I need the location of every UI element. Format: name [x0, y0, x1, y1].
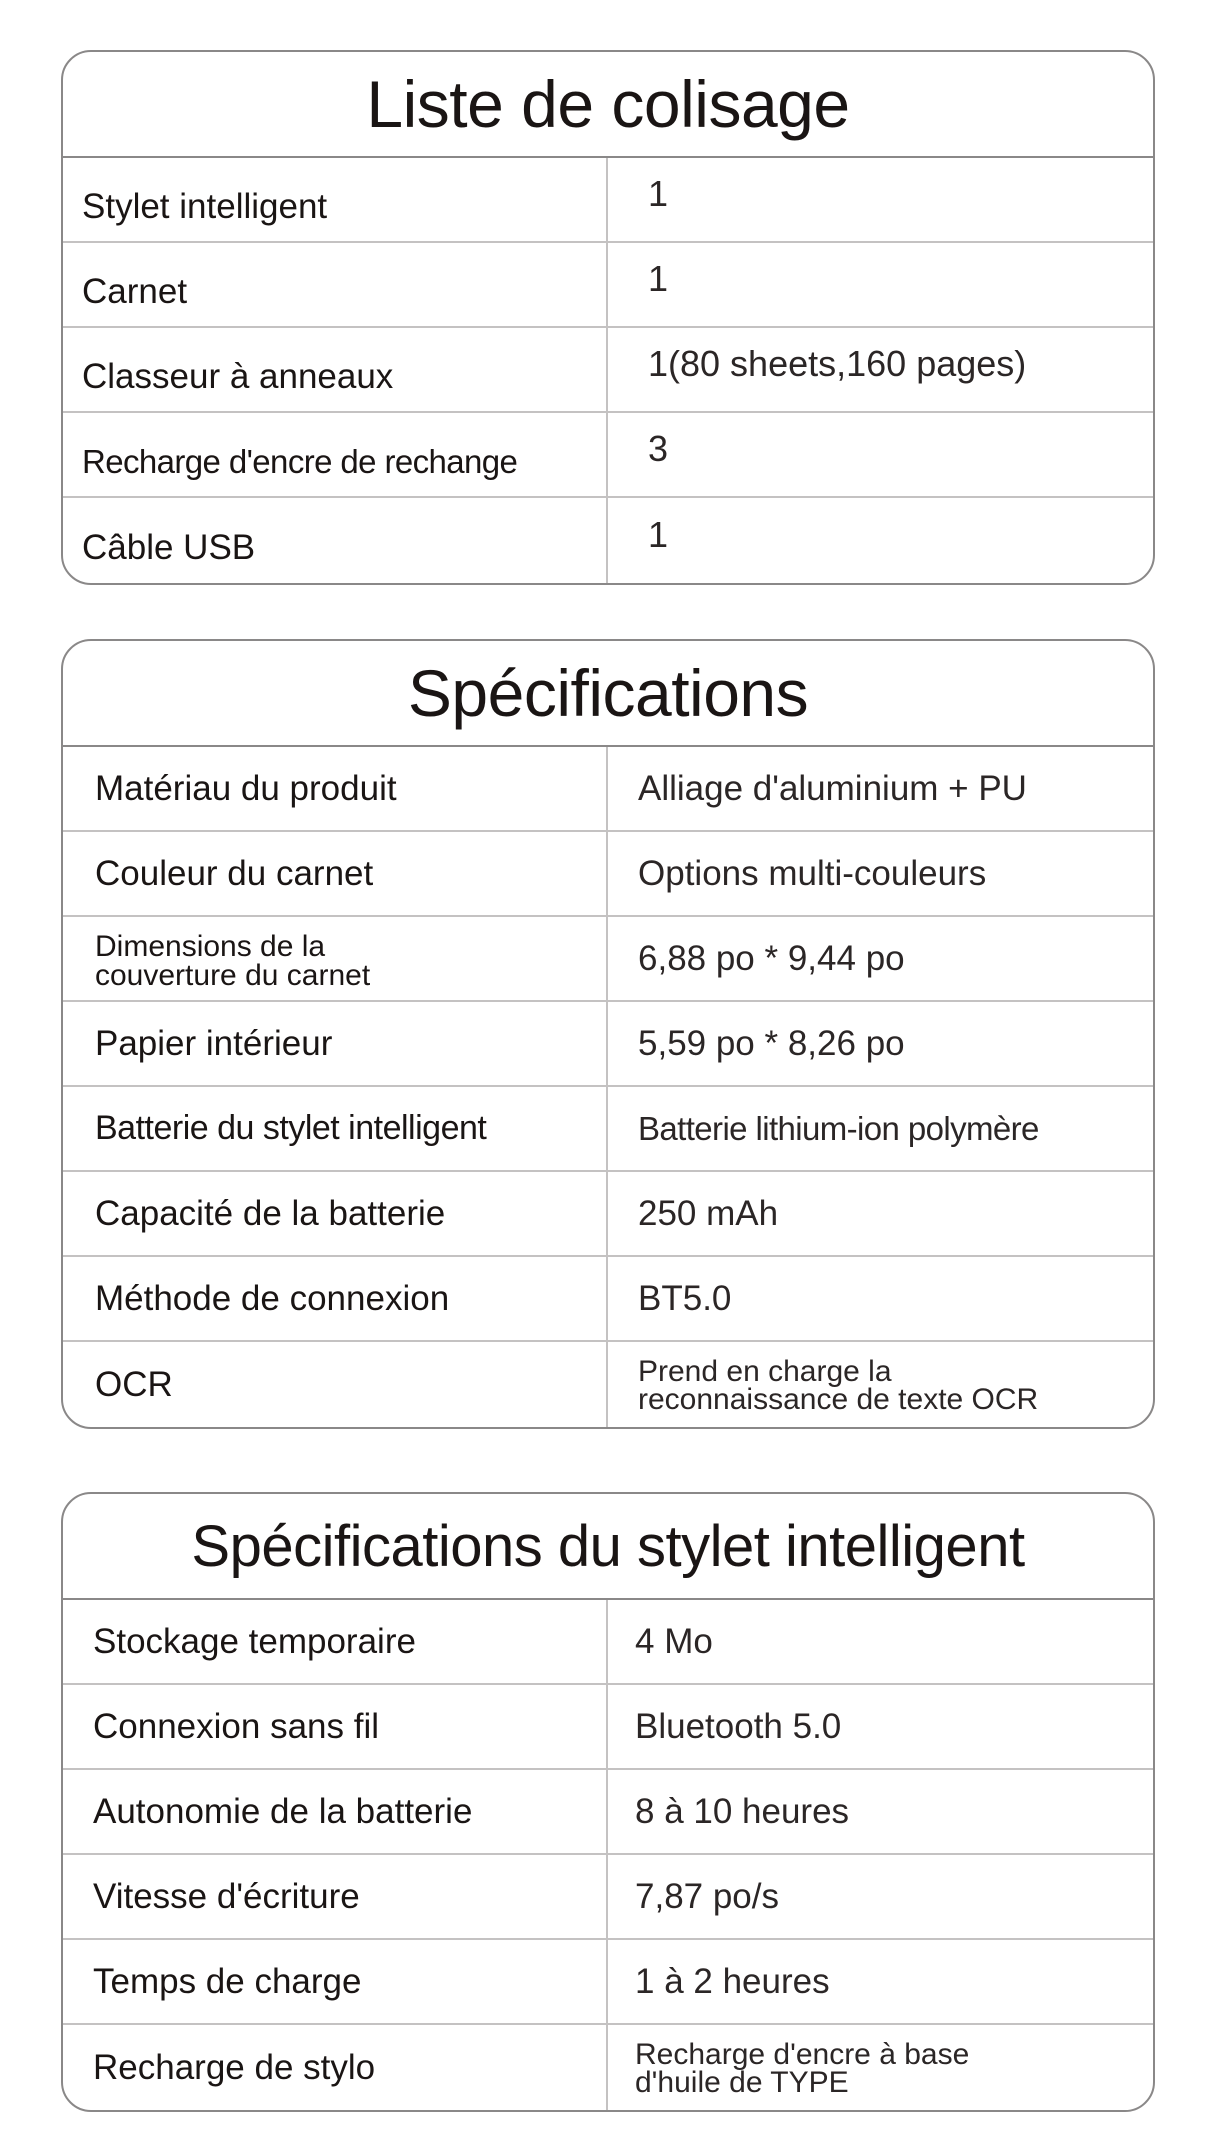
- row-value: 6,88 po * 9,44 po: [638, 938, 905, 978]
- row-label: Carnet: [63, 243, 608, 326]
- row-value: 250 mAh: [638, 1193, 779, 1233]
- row-value: 4 Mo: [635, 1621, 713, 1661]
- packing-list-title: Liste de colisage: [63, 52, 1153, 158]
- row-label: Papier intérieur: [63, 1002, 608, 1085]
- row-label: Vitesse d'écriture: [63, 1855, 608, 1938]
- row-value: 3: [648, 427, 669, 469]
- row-label: Recharge d'encre de rechange: [63, 413, 608, 496]
- row-value: BT5.0: [638, 1278, 732, 1318]
- specifications-title: Spécifications: [63, 641, 1153, 747]
- table-row: [63, 1257, 1153, 1342]
- row-label: Recharge de stylo: [63, 2025, 608, 2110]
- row-value: 1(80 sheets,160 pages): [648, 342, 1027, 384]
- row-label: OCR: [63, 1342, 608, 1427]
- table-row: [63, 413, 1153, 498]
- table-row: [63, 243, 1153, 328]
- table-row: [63, 1940, 1153, 2025]
- row-value: 8 à 10 heures: [635, 1791, 850, 1831]
- row-value: 1: [648, 172, 669, 214]
- row-label-line: couverture du carnet: [95, 958, 371, 992]
- table-row: [63, 498, 1153, 583]
- table-row: [63, 158, 1153, 243]
- row-label: [63, 917, 608, 1000]
- table-row: [63, 1342, 1153, 1427]
- pen-specifications-table: [61, 1492, 1155, 2112]
- row-value: [608, 2025, 1153, 2110]
- row-label: Capacité de la batterie: [63, 1172, 608, 1255]
- table-row: [63, 1087, 1153, 1172]
- row-value: Alliage d'aluminium + PU: [638, 768, 1027, 808]
- table-row: [63, 1685, 1153, 1770]
- row-label: Méthode de connexion: [63, 1257, 608, 1340]
- row-value: Options multi-couleurs: [638, 853, 987, 893]
- row-label: Connexion sans fil: [63, 1685, 608, 1768]
- packing-list-table: [61, 50, 1155, 585]
- row-value: 1: [648, 257, 669, 299]
- table-row: [63, 747, 1153, 832]
- row-label: Classeur à anneaux: [63, 328, 608, 411]
- row-label: Câble USB: [63, 498, 608, 583]
- table-row: [63, 832, 1153, 917]
- row-value: [608, 1342, 1153, 1427]
- row-label: Stockage temporaire: [63, 1600, 608, 1683]
- table-row: [63, 1172, 1153, 1257]
- row-label: Matériau du produit: [63, 747, 608, 830]
- table-row: [63, 917, 1153, 1002]
- row-value-line: reconnaissance de texte OCR: [638, 1382, 1039, 1416]
- table-row: [63, 2025, 1153, 2110]
- row-value-line: d'huile de TYPE: [635, 2065, 849, 2099]
- table-row: [63, 328, 1153, 413]
- row-value: 5,59 po * 8,26 po: [638, 1023, 905, 1063]
- row-label: Temps de charge: [63, 1940, 608, 2023]
- table-row: [63, 1770, 1153, 1855]
- row-value-line: Recharge d'encre à base: [635, 2037, 970, 2071]
- table-row: [63, 1600, 1153, 1685]
- row-label: Batterie du stylet intelligent: [63, 1087, 608, 1170]
- row-value: 1 à 2 heures: [635, 1961, 830, 2001]
- row-label: Couleur du carnet: [63, 832, 608, 915]
- row-value-line: Prend en charge la: [638, 1354, 892, 1388]
- table-row: [63, 1855, 1153, 1940]
- row-value: 1: [648, 513, 669, 555]
- row-label-line: Dimensions de la: [95, 929, 326, 963]
- row-label: Stylet intelligent: [63, 158, 608, 241]
- pen-specifications-title: Spécifications du stylet intelligent: [63, 1494, 1153, 1600]
- specifications-table: [61, 639, 1155, 1429]
- row-label: Autonomie de la batterie: [63, 1770, 608, 1853]
- row-value: 7,87 po/s: [635, 1876, 779, 1916]
- row-value: Bluetooth 5.0: [635, 1706, 842, 1746]
- row-value: Batterie lithium-ion polymère: [638, 1109, 1039, 1147]
- table-row: [63, 1002, 1153, 1087]
